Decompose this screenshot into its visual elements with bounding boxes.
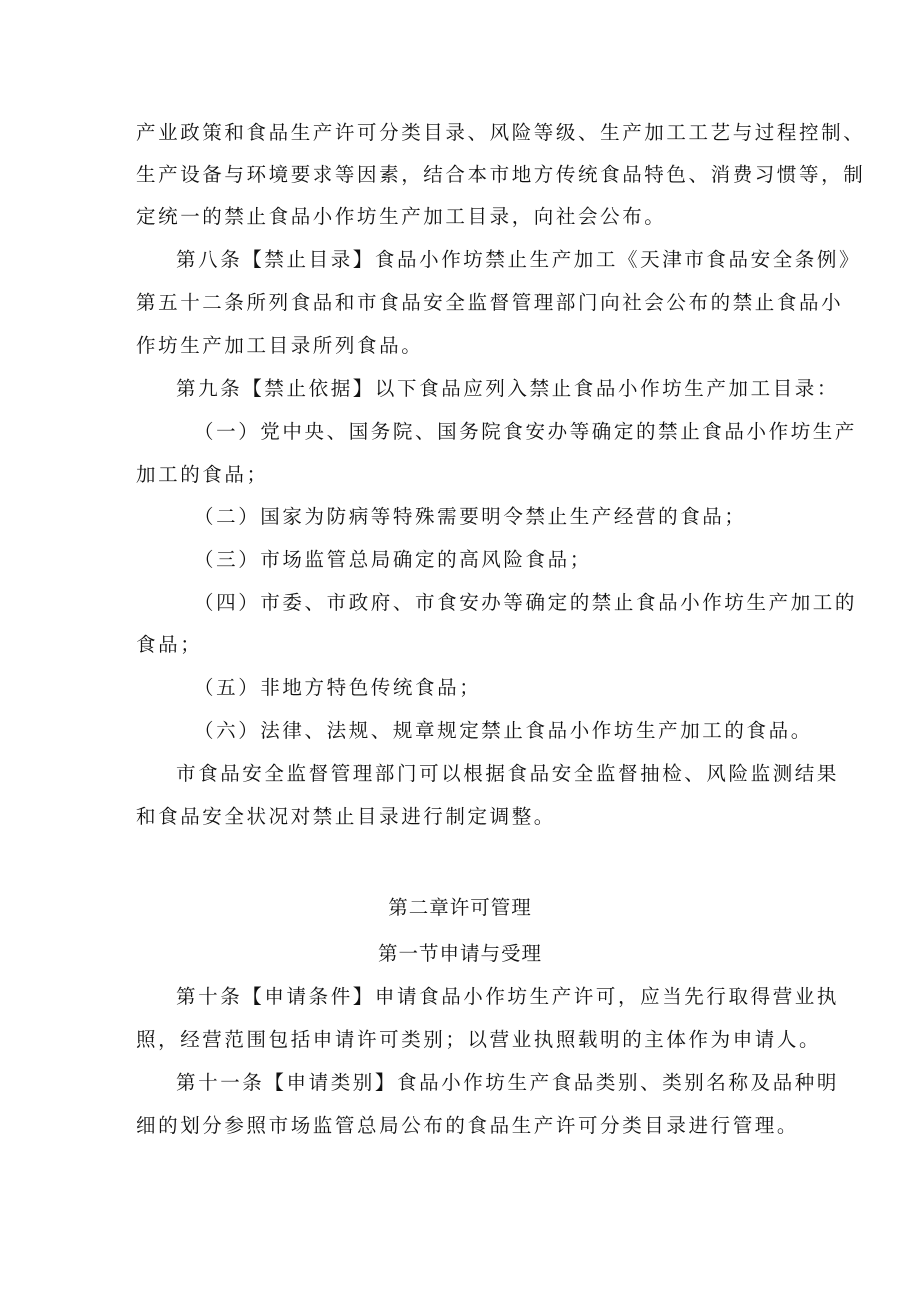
list-item-5: （五）非地方特色传统食品；	[194, 676, 482, 699]
paragraph-line: 加工的食品；	[136, 463, 269, 486]
section-heading: 第一节申请与受理	[377, 942, 542, 965]
paragraph-line: 生产设备与环境要求等因素，结合本市地方传统食品特色、消费习惯等，制	[136, 163, 866, 186]
paragraph-line: 食品；	[136, 633, 203, 656]
article-11-line: 第十一条【申请类别】食品小作坊生产食品类别、类别名称及品种明	[176, 1071, 840, 1094]
paragraph-line: 市食品安全监督管理部门可以根据食品安全监督抽检、风险监测结果	[176, 762, 840, 785]
paragraph-line: 和食品安全状况对禁止目录进行制定调整。	[136, 805, 556, 828]
list-item-6: （六）法律、法规、规章规定禁止食品小作坊生产加工的食品。	[194, 719, 813, 742]
paragraph-line: 作坊生产加工目录所列食品。	[136, 334, 424, 357]
paragraph-line: 产业政策和食品生产许可分类目录、风险等级、生产加工工艺与过程控制、	[136, 121, 866, 144]
paragraph-line: 定统一的禁止食品小作坊生产加工目录，向社会公布。	[136, 205, 667, 228]
paragraph-line: 照，经营范围包括申请许可类别；以营业执照载明的主体作为申请人。	[136, 1028, 822, 1051]
paragraph-line: 第五十二条所列食品和市食品安全监督管理部门向社会公布的禁止食品小	[136, 291, 844, 314]
list-item-1: （一）党中央、国务院、国务院食安办等确定的禁止食品小作坊生产	[194, 420, 858, 443]
chapter-heading: 第二章许可管理	[388, 896, 532, 919]
list-item-4: （四）市委、市政府、市食安办等确定的禁止食品小作坊生产加工的	[194, 591, 858, 614]
article-8-line: 第八条【禁止目录】食品小作坊禁止生产加工《天津市食品安全条例》	[176, 248, 862, 271]
list-item-2: （二）国家为防病等特殊需要明令禁止生产经营的食品；	[194, 505, 747, 528]
list-item-3: （三）市场监管总局确定的高风险食品；	[194, 548, 592, 571]
article-10-line: 第十条【申请条件】申请食品小作坊生产许可，应当先行取得营业执	[176, 985, 840, 1008]
article-9-line: 第九条【禁止依据】以下食品应列入禁止食品小作坊生产加工目录：	[176, 377, 840, 400]
paragraph-line: 细的划分参照市场监管总局公布的食品生产许可分类目录进行管理。	[136, 1114, 800, 1137]
